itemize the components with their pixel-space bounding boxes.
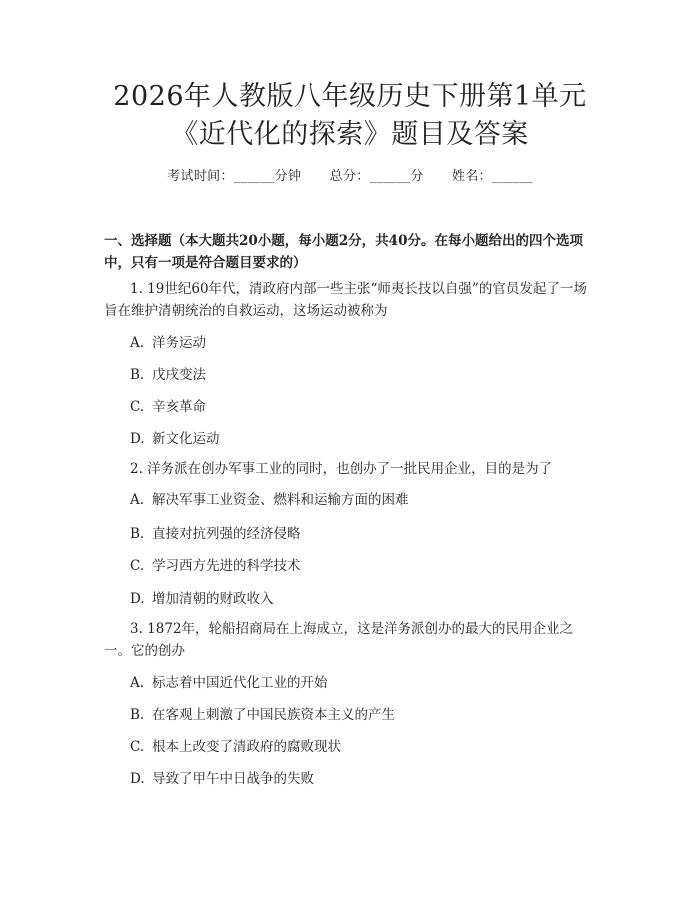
option-letter: A. — [130, 675, 145, 691]
option-text: 标志着中国近代化工业的开始 — [152, 675, 328, 691]
option-letter: A. — [130, 492, 145, 508]
document-title: 2026年人教版八年级历史下册第1单元《近代化的探索》题目及答案 — [113, 81, 587, 150]
option-letter: B. — [130, 367, 145, 383]
option-letter: D. — [130, 591, 145, 607]
option-letter: C. — [130, 558, 145, 574]
question-2-stem: 2. 洋务派在创办军事工业的同时，也创办了一批民用企业，目的是为了 — [130, 461, 553, 477]
question-2-option-a — [130, 490, 600, 510]
option-text: 戊戌变法 — [152, 367, 206, 383]
question-3-option-c — [130, 737, 600, 757]
question-3-option-b — [130, 705, 600, 725]
option-text: 新文化运动 — [152, 431, 220, 447]
question-2-option-c — [130, 556, 600, 576]
option-letter: B. — [130, 707, 145, 723]
question-1-option-a — [130, 333, 600, 353]
option-text: 导致了甲午中日战争的失败 — [152, 771, 314, 787]
question-3-option-d — [130, 769, 600, 789]
option-letter: C. — [130, 739, 145, 755]
option-text: 直接对抗列强的经济侵略 — [152, 526, 301, 542]
option-text: 解决军事工业资金、燃料和运输方面的困难 — [152, 492, 409, 508]
option-text: 辛亥革命 — [152, 399, 206, 415]
option-text: 学习西方先进的科学技术 — [152, 558, 301, 574]
option-letter: D. — [130, 771, 145, 787]
option-text: 在客观上刺激了中国民族资本主义的产生 — [152, 707, 395, 723]
section-heading: 一、选择题（本大题共20小题，每小题2分，共40分。在每小题给出的四个选项中，只有一项是符合题目要求的） — [104, 233, 583, 271]
total-score-field: 总分：______分 — [329, 169, 424, 184]
option-letter: C. — [130, 399, 145, 415]
question-2-option-b — [130, 524, 600, 544]
question-1-option-d — [130, 429, 600, 449]
question-3-stem: 3. 1872年，轮船招商局在上海成立，这是洋务派创办的最大的民用企业之一。它的创办 — [104, 621, 574, 659]
question-2-option-d — [130, 589, 600, 609]
exam-info — [0, 168, 700, 186]
option-text: 增加清朝的财政收入 — [152, 591, 274, 607]
question-1-option-b — [130, 365, 600, 385]
student-name-field: 姓名：______ — [452, 169, 533, 184]
question-3-option-a — [130, 673, 600, 693]
question-1-stem: 1. 19世纪60年代，清政府内部一些主张“师夷长技以自强”的官员发起了一场旨在维护清朝统治的自救运动，这场运动被称为 — [104, 281, 587, 319]
exam-time-field: 考试时间：______分钟 — [167, 169, 302, 184]
option-letter: A. — [130, 335, 145, 351]
question-1-option-c — [130, 397, 600, 417]
option-text: 根本上改变了清政府的腐败现状 — [152, 739, 341, 755]
option-letter: D. — [130, 431, 145, 447]
option-letter: B. — [130, 526, 145, 542]
option-text: 洋务运动 — [152, 335, 206, 351]
